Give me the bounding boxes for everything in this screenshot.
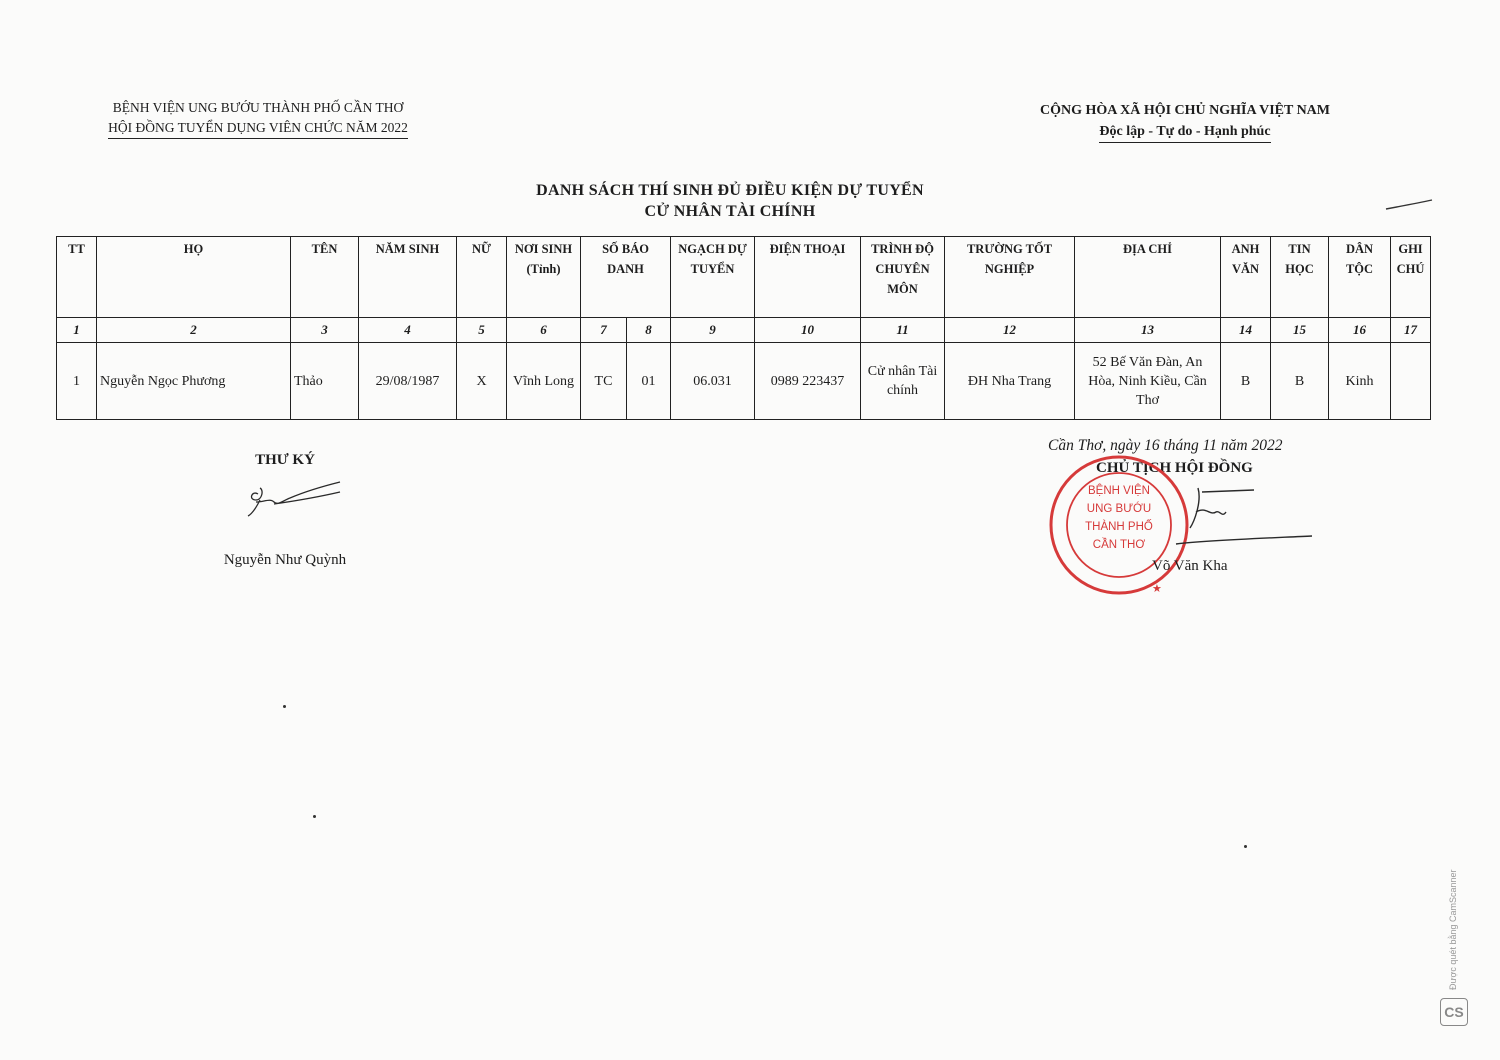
- index-cell: 12: [945, 318, 1075, 343]
- index-cell: 14: [1221, 318, 1271, 343]
- table-row: [57, 343, 1431, 420]
- col-ghi-chu: GHI CHÚ: [1391, 237, 1431, 318]
- col-nam-sinh: NĂM SINH: [359, 237, 457, 318]
- cell-nu: X: [457, 343, 507, 420]
- chairman-signature: [1150, 482, 1320, 552]
- pen-stroke-mark: [1384, 198, 1436, 212]
- index-cell: 17: [1391, 318, 1431, 343]
- index-row: [57, 318, 1431, 343]
- index-cell: 9: [671, 318, 755, 343]
- col-noi-sinh: NƠI SINH (Tỉnh): [507, 237, 581, 318]
- header-row: [57, 237, 1431, 318]
- cell-anh-van: B: [1221, 343, 1271, 420]
- cell-ho: Nguyễn Ngọc Phương: [97, 343, 291, 420]
- stamp-line-3: THÀNH PHỐ: [1085, 521, 1153, 533]
- index-cell: 11: [861, 318, 945, 343]
- candidate-table: [56, 236, 1431, 420]
- header-left: [58, 98, 458, 139]
- cell-sbd-number: 01: [627, 343, 671, 420]
- index-cell: 5: [457, 318, 507, 343]
- col-dia-chi: ĐỊA CHỈ: [1075, 237, 1221, 318]
- index-cell: 6: [507, 318, 581, 343]
- title-line-2: CỬ NHÂN TÀI CHÍNH: [644, 203, 816, 220]
- cell-nam-sinh: 29/08/1987: [359, 343, 457, 420]
- svg-text:★: ★: [1152, 583, 1162, 595]
- col-ten: TÊN: [291, 237, 359, 318]
- col-tin-hoc: TIN HỌC: [1271, 237, 1329, 318]
- cell-ten: Thảo: [291, 343, 359, 420]
- cell-tin-hoc: B: [1271, 343, 1329, 420]
- cell-noi-sinh: Vĩnh Long: [507, 343, 581, 420]
- col-so-bao-danh: SỐ BÁO DANH: [581, 237, 671, 318]
- scanner-watermark-text: Được quét bằng CamScanner: [1448, 869, 1458, 990]
- council-name: HỘI ĐỒNG TUYỂN DỤNG VIÊN CHỨC NĂM 2022: [108, 118, 408, 139]
- cell-truong: ĐH Nha Trang: [945, 343, 1075, 420]
- cell-ngach: 06.031: [671, 343, 755, 420]
- cell-ghi-chu: [1391, 343, 1431, 420]
- col-anh-van: ANH VĂN: [1221, 237, 1271, 318]
- speck: [1244, 845, 1247, 848]
- cell-dia-chi: 52 Bế Văn Đàn, An Hòa, Ninh Kiều, Cần Thơ: [1075, 343, 1221, 420]
- col-trinh-do: TRÌNH ĐỘ CHUYÊN MÔN: [861, 237, 945, 318]
- secretary-title: THƯ KÝ: [255, 452, 315, 468]
- index-cell: 2: [97, 318, 291, 343]
- col-nu: NỮ: [457, 237, 507, 318]
- col-ngach: NGẠCH DỰ TUYỂN: [671, 237, 755, 318]
- cell-dan-toc: Kinh: [1329, 343, 1391, 420]
- index-cell: 13: [1075, 318, 1221, 343]
- stamp-line-2: UNG BƯỚU: [1086, 503, 1152, 515]
- header-right: [1005, 100, 1365, 143]
- secretary-signature: [244, 476, 354, 522]
- document-title: [430, 180, 1030, 222]
- col-truong: TRƯỜNG TỐT NGHIỆP: [945, 237, 1075, 318]
- cell-trinh-do: Cử nhân Tài chính: [861, 343, 945, 420]
- chairman-title: CHỦ TỊCH HỘI ĐỒNG: [1096, 460, 1253, 476]
- index-cell: 4: [359, 318, 457, 343]
- chairman-name: Võ Văn Kha: [1152, 558, 1228, 574]
- national-title: CỘNG HÒA XÃ HỘI CHỦ NGHĨA VIỆT NAM: [1039, 103, 1330, 118]
- national-motto: Độc lập - Tự do - Hạnh phúc: [1099, 121, 1270, 143]
- speck: [283, 705, 286, 708]
- secretary-name: Nguyễn Như Quỳnh: [223, 552, 347, 568]
- camscanner-logo-icon: CS: [1440, 998, 1468, 1026]
- index-cell: 8: [627, 318, 671, 343]
- index-cell: 1: [57, 318, 97, 343]
- secretary-block: [160, 452, 410, 568]
- signing-date: Cần Thơ, ngày 16 tháng 11 năm 2022: [1048, 437, 1283, 454]
- cell-tt: 1: [57, 343, 97, 420]
- index-cell: 7: [581, 318, 627, 343]
- col-ho: HỌ: [97, 237, 291, 318]
- index-cell: 3: [291, 318, 359, 343]
- stamp-line-1: BỆNH VIỆN: [1088, 485, 1150, 497]
- cell-sbd-prefix: TC: [581, 343, 627, 420]
- hospital-name: BỆNH VIỆN UNG BƯỚU THÀNH PHỐ CẦN THƠ: [112, 100, 404, 115]
- index-cell: 15: [1271, 318, 1329, 343]
- col-tt: TT: [57, 237, 97, 318]
- title-line-1: DANH SÁCH THÍ SINH ĐỦ ĐIỀU KIỆN DỰ TUYỂN: [536, 182, 924, 199]
- col-dien-thoai: ĐIỆN THOẠI: [755, 237, 861, 318]
- index-cell: 16: [1329, 318, 1391, 343]
- speck: [313, 815, 316, 818]
- stamp-line-4: CẦN THƠ: [1092, 539, 1146, 551]
- col-dan-toc: DÂN TỘC: [1329, 237, 1391, 318]
- index-cell: 10: [755, 318, 861, 343]
- cell-dien-thoai: 0989 223437: [755, 343, 861, 420]
